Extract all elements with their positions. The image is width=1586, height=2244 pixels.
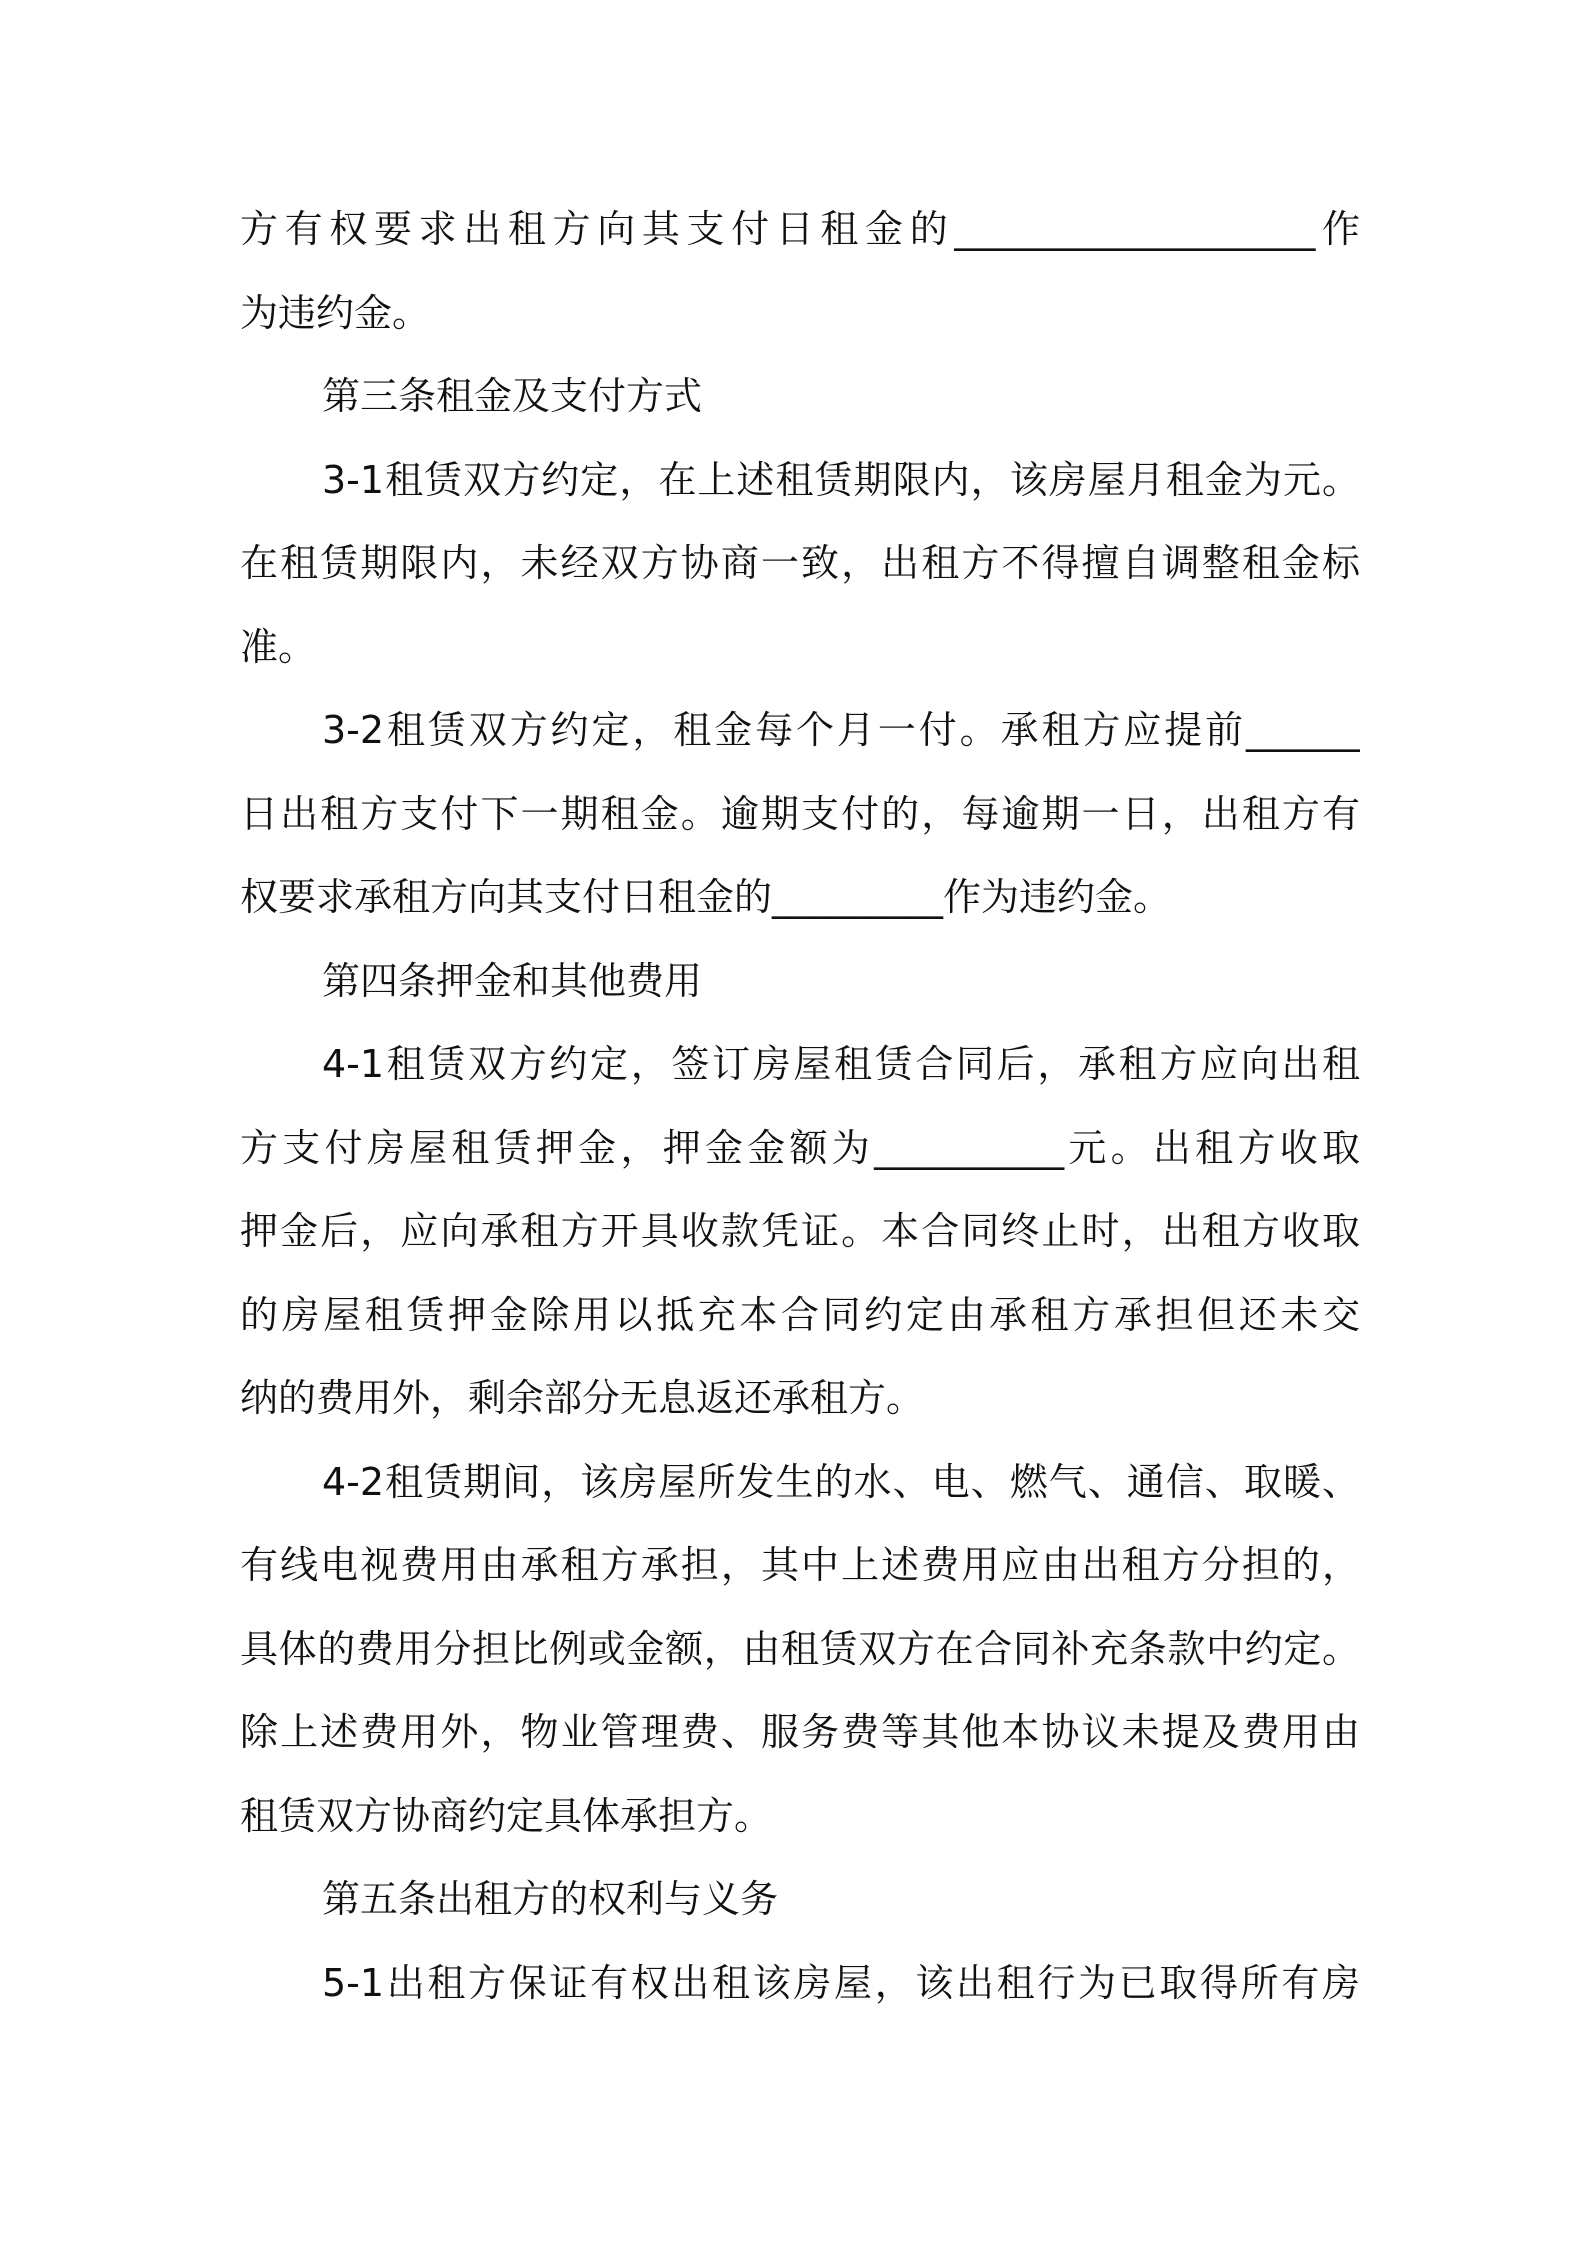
section-heading: 第四条押金和其他费用 — [322, 958, 703, 1003]
text-line: 为违约金。 — [240, 290, 431, 335]
text-line: 日出租方支付下一期租金。逾期支付的，每逾期一日，出租方有 — [240, 791, 1360, 836]
text-line: 有线电视费用由承租方承担，其中上述费用应由出租方分担的， — [240, 1543, 1360, 1587]
text-line: 除上述费用外，物业管理费、服务费等其他本协议未提及费用由 — [240, 1710, 1360, 1754]
text-line: 4-1租赁双方约定，签订房屋租赁合同后，承租方应向出租 — [322, 1042, 1360, 1086]
text-line: 押金后，应向承租方开具收款凭证。本合同终止时，出租方收取 — [240, 1209, 1360, 1253]
text-line: 4-2租赁期间，该房屋所发生的水、电、燃气、通信、取暖、 — [322, 1459, 1360, 1504]
text-line: 租赁双方协商约定具体承担方。 — [240, 1793, 773, 1838]
text-line: 方支付房屋租赁押金，押金金额为__________元。出租方收取 — [240, 1125, 1360, 1170]
text-line: 权要求承租方向其支付日租金的_________作为违约金。 — [240, 875, 1172, 919]
section-heading: 第五条出租方的权利与义务 — [322, 1877, 779, 1921]
text-line: 准。 — [240, 624, 317, 669]
text-line: 在租赁期限内，未经双方协商一致，出租方不得擅自调整租金标 — [240, 541, 1360, 585]
text-line: 具体的费用分担比例或金额，由租赁双方在合同补充条款中约定。 — [240, 1626, 1360, 1671]
text-line: 5-1出租方保证有权出租该房屋，该出租行为已取得所有房 — [322, 1960, 1360, 2005]
document-body — [240, 188, 1360, 2025]
section-heading: 第三条租金及支付方式 — [322, 374, 703, 418]
text-line: 的房屋租赁押金除用以抵充本合同约定由承租方承担但还未交 — [240, 1292, 1360, 1337]
text-line: 纳的费用外，剩余部分无息返还承租方。 — [240, 1376, 925, 1420]
text-line: 方有权要求出租方向其支付日租金的___________________作 — [240, 207, 1360, 251]
text-line: 3-2租赁双方约定，租金每个月一付。承租方应提前______ — [322, 708, 1360, 752]
text-line: 3-1租赁双方约定，在上述租赁期限内，该房屋月租金为元。 — [322, 457, 1360, 502]
